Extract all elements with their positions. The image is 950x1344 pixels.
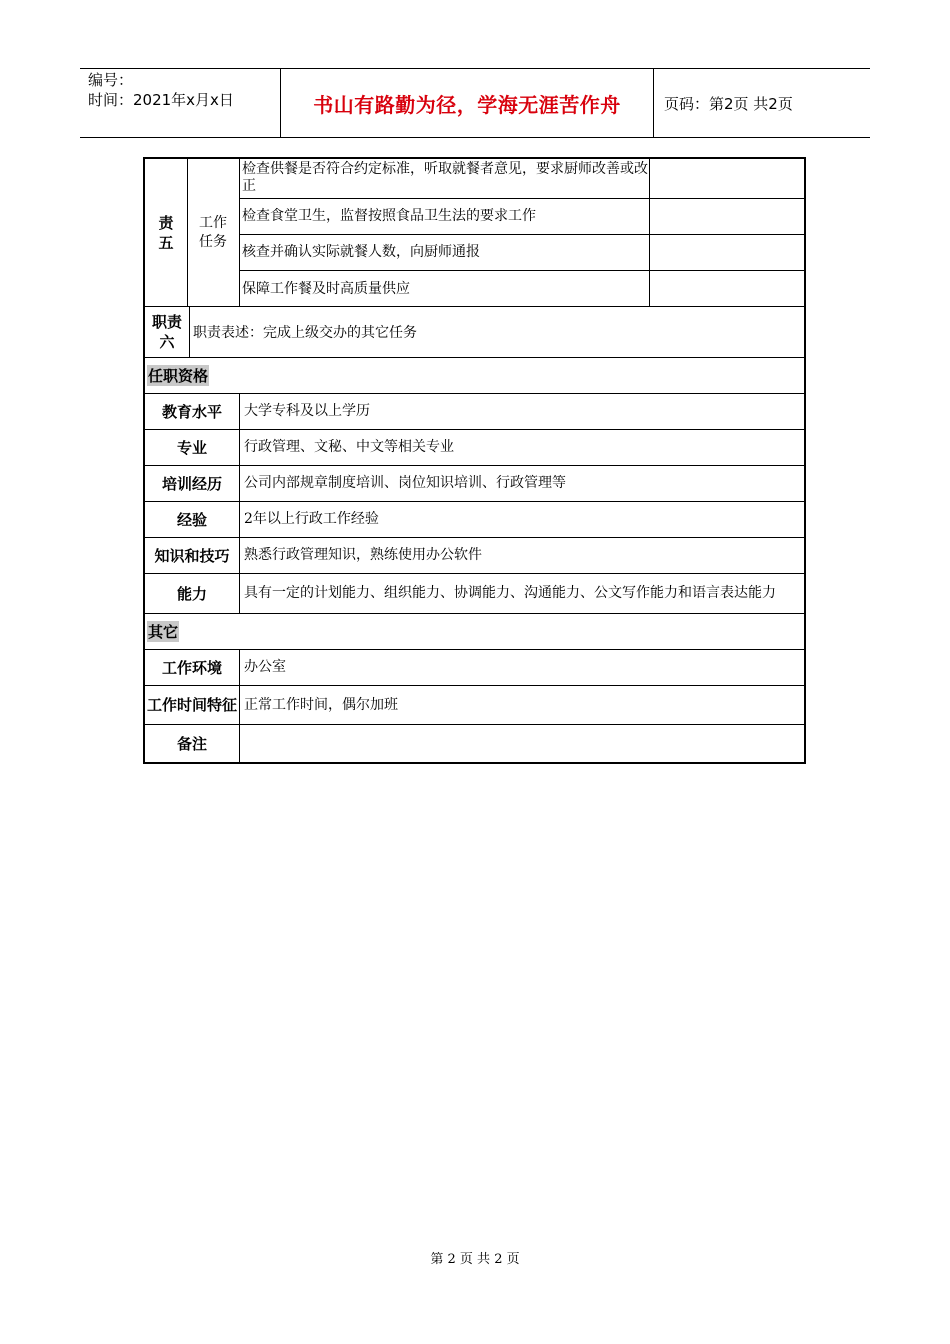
job-description-table xyxy=(143,157,806,764)
page-header xyxy=(80,68,870,138)
row-value: 办公室 xyxy=(244,659,286,675)
header-motto: 书山有路勤为径，学海无涯苦作舟 xyxy=(281,69,654,137)
row-label: 工作环境 xyxy=(145,650,240,685)
section-title: 其它 xyxy=(148,623,179,641)
table-row xyxy=(145,430,804,466)
row-value: 具有一定的计划能力、组织能力、协调能力、沟通能力、公文写作能力和语言表达能力 xyxy=(244,585,776,601)
duty-five-extra-cell xyxy=(650,235,804,271)
duty-six-text: 职责表述：完成上级交办的其它任务 xyxy=(193,325,417,341)
header-meta xyxy=(80,69,281,137)
duty-five-task: 核查并确认实际就餐人数，向厨师通报 xyxy=(239,235,650,271)
row-label: 备注 xyxy=(145,725,240,762)
table-row xyxy=(145,394,804,430)
table-row xyxy=(145,574,804,614)
row-value: 公司内部规章制度培训、岗位知识培训、行政管理等 xyxy=(244,475,566,491)
row-label: 经验 xyxy=(145,502,240,537)
duty-six-row xyxy=(145,307,804,358)
table-row xyxy=(145,502,804,538)
duty-five-extra-cell xyxy=(650,271,804,307)
duty-five-extra-cell xyxy=(650,199,804,235)
doc-time-label: 时间：2021年x月x日 xyxy=(88,91,234,109)
row-value xyxy=(240,725,804,762)
row-value: 正常工作时间，偶尔加班 xyxy=(244,696,398,713)
duty-five-label: 责 五 xyxy=(145,159,188,307)
row-label: 培训经历 xyxy=(145,466,240,501)
row-value: 行政管理、文秘、中文等相关专业 xyxy=(244,439,454,455)
duty-five-task: 检查食堂卫生，监督按照食品卫生法的要求工作 xyxy=(239,199,650,235)
duty-six-label: 职责 六 xyxy=(145,307,190,357)
table-row xyxy=(145,538,804,574)
row-label: 专业 xyxy=(145,430,240,465)
table-row xyxy=(145,650,804,686)
page-footer: 第 2 页 共 2 页 xyxy=(430,1252,520,1267)
row-label: 教育水平 xyxy=(145,394,240,429)
table-row xyxy=(145,686,804,725)
table-row xyxy=(145,466,804,502)
row-value: 2年以上行政工作经验 xyxy=(244,511,379,527)
header-page-info: 页码：第2页 共2页 xyxy=(664,94,793,113)
row-value: 大学专科及以上学历 xyxy=(244,403,370,419)
duty-five-row xyxy=(145,159,804,307)
table-row xyxy=(145,725,804,762)
other-section-header xyxy=(145,614,804,650)
doc-code-label: 编号： xyxy=(88,71,134,89)
duty-five-task: 检查供餐是否符合约定标准，听取就餐者意见，要求厨师改善或改正 xyxy=(239,159,650,199)
row-value: 熟悉行政管理知识，熟练使用办公软件 xyxy=(244,547,482,563)
row-label: 工作时间特征 xyxy=(145,686,240,724)
section-title: 任职资格 xyxy=(148,367,209,385)
row-label: 知识和技巧 xyxy=(145,538,240,573)
duty-five-sublabel: 工作 任务 xyxy=(187,159,240,307)
duty-five-task: 保障工作餐及时高质量供应 xyxy=(239,271,650,307)
duty-five-extra-cell xyxy=(650,159,804,199)
row-label: 能力 xyxy=(145,574,240,613)
qualifications-section-header xyxy=(145,358,804,394)
